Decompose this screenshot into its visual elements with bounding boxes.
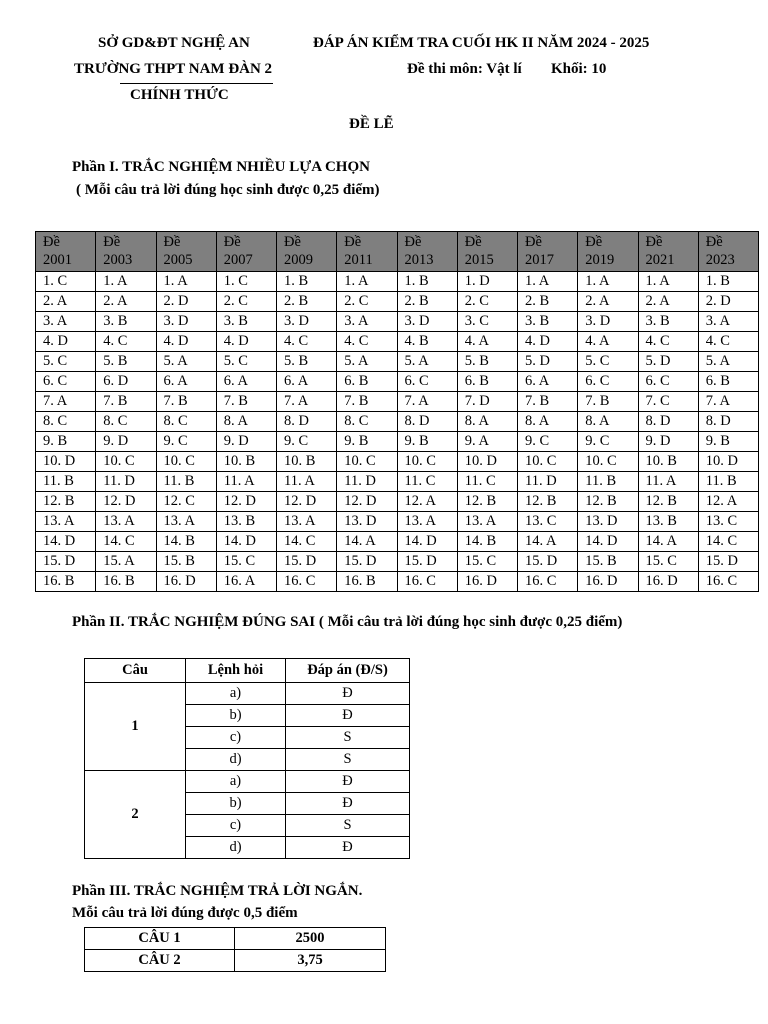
- col-header-code: 2019: [585, 252, 615, 268]
- answer-cell: 10. D: [698, 452, 758, 472]
- answer-cell: 13. A: [96, 512, 156, 532]
- answer-cell: 8. D: [277, 412, 337, 432]
- answer-cell: 1. C: [36, 272, 96, 292]
- table-row: [85, 683, 410, 705]
- true-false-answer: S: [286, 749, 410, 771]
- answer-cell: 2. A: [578, 292, 638, 312]
- question-number: 1: [85, 683, 186, 771]
- answer-cell: 3. B: [96, 312, 156, 332]
- col-header-2007: [216, 232, 276, 272]
- col-header-code: 2017: [525, 252, 554, 268]
- answer-cell: 12. A: [698, 492, 758, 512]
- answer-cell: 7. C: [638, 392, 698, 412]
- col-header-2015: [457, 232, 517, 272]
- answer-cell: 11. D: [96, 472, 156, 492]
- answer-cell: 2. A: [96, 292, 156, 312]
- col-header-de: Đề: [525, 234, 542, 250]
- answer-cell: 15. C: [457, 552, 517, 572]
- answer-cell: 12. D: [216, 492, 276, 512]
- col-header-cau: Câu: [85, 659, 186, 683]
- table-row: [36, 272, 759, 292]
- answer-cell: 11. D: [337, 472, 397, 492]
- answer-cell: 11. C: [457, 472, 517, 492]
- answer-cell: 3. B: [518, 312, 578, 332]
- answer-cell: 2. B: [518, 292, 578, 312]
- part2-title: Phần II. TRẮC NGHIỆM ĐÚNG SAI ( Mỗi câu trả lời đúng học sinh được 0,25 điểm): [72, 614, 623, 630]
- sub-question: c): [186, 727, 286, 749]
- answer-cell: 10. D: [36, 452, 96, 472]
- answer-cell: 6. B: [337, 372, 397, 392]
- answer-cell: 6. D: [96, 372, 156, 392]
- sub-question: a): [186, 683, 286, 705]
- table-row: [36, 332, 759, 352]
- answer-cell: 8. D: [638, 412, 698, 432]
- answer-cell: 1. D: [457, 272, 517, 292]
- answer-cell: 14. D: [216, 532, 276, 552]
- col-header-de: Đề: [43, 234, 60, 250]
- answer-cell: 12. B: [457, 492, 517, 512]
- answer-cell: 6. C: [397, 372, 457, 392]
- col-header-de: Đề: [223, 234, 241, 250]
- answer-cell: 10. C: [156, 452, 216, 472]
- answer-cell: 5. B: [277, 352, 337, 372]
- answer-cell: 5. A: [156, 352, 216, 372]
- answer-cell: 2. B: [397, 292, 457, 312]
- answer-cell: 7. B: [96, 392, 156, 412]
- answer-cell: 5. B: [457, 352, 517, 372]
- answer-cell: 13. A: [277, 512, 337, 532]
- table-row: [85, 928, 386, 950]
- answer-cell: 15. D: [36, 552, 96, 572]
- table-row: [36, 292, 759, 312]
- true-false-answer: Đ: [286, 705, 410, 727]
- answer-cell: 5. C: [578, 352, 638, 372]
- sub-question: b): [186, 705, 286, 727]
- sub-question: c): [186, 815, 286, 837]
- table-header-row: [85, 659, 410, 683]
- answer-cell: 8. A: [457, 412, 517, 432]
- answer-cell: 7. B: [216, 392, 276, 412]
- answer-cell: 7. D: [457, 392, 517, 412]
- sub-question: d): [186, 837, 286, 859]
- answer-cell: 9. B: [337, 432, 397, 452]
- answer-cell: 16. B: [96, 572, 156, 592]
- col-header-2001: [36, 232, 96, 272]
- answer-cell: 13. D: [337, 512, 397, 532]
- table-row: [36, 492, 759, 512]
- answer-cell: 10. D: [457, 452, 517, 472]
- answer-cell: 15. D: [277, 552, 337, 572]
- answer-cell: 5. A: [397, 352, 457, 372]
- grade-label: Khối: 10: [551, 61, 607, 77]
- table-row: [36, 452, 759, 472]
- answer-cell: 6. C: [638, 372, 698, 392]
- col-header-code: 2023: [705, 252, 735, 268]
- answer-cell: 7. A: [397, 392, 457, 412]
- answer-cell: 5. C: [36, 352, 96, 372]
- answer-cell: 1. A: [96, 272, 156, 292]
- answer-cell: 7. A: [277, 392, 337, 412]
- answer-cell: 4. D: [518, 332, 578, 352]
- part1-title: Phần I. TRẮC NGHIỆM NHIỀU LỰA CHỌN: [72, 159, 370, 175]
- answer-cell: 5. B: [96, 352, 156, 372]
- answer-cell: 8. D: [698, 412, 758, 432]
- answer-cell: 3. B: [216, 312, 276, 332]
- col-header-de: Đề: [103, 234, 121, 250]
- answer-cell: 1. A: [578, 272, 638, 292]
- col-header-2019: [578, 232, 638, 272]
- answer-cell: 16. D: [638, 572, 698, 592]
- true-false-answer-table: [84, 658, 410, 859]
- answer-cell: 4. A: [457, 332, 517, 352]
- answer-cell: 5. D: [518, 352, 578, 372]
- col-header-code: 2009: [284, 252, 313, 268]
- table-row: [85, 771, 410, 793]
- answer-cell: 4. D: [216, 332, 276, 352]
- col-header-code: 2003: [103, 252, 133, 268]
- official-label: CHÍNH THỨC: [130, 87, 229, 103]
- answer-cell: 3. D: [156, 312, 216, 332]
- answer-cell: 2. C: [457, 292, 517, 312]
- col-header-de: Đề: [585, 234, 603, 250]
- answer-cell: 1. C: [216, 272, 276, 292]
- col-header-2009: [277, 232, 337, 272]
- answer-cell: 9. D: [96, 432, 156, 452]
- answer-cell: 8. A: [518, 412, 578, 432]
- answer-cell: 10. C: [518, 452, 578, 472]
- answer-cell: 11. D: [518, 472, 578, 492]
- answer-cell: 12. B: [638, 492, 698, 512]
- header-divider: [120, 83, 273, 84]
- answer-cell: 3. A: [337, 312, 397, 332]
- answer-cell: 1. B: [698, 272, 758, 292]
- answer-cell: 4. C: [277, 332, 337, 352]
- answer-cell: 13. B: [638, 512, 698, 532]
- answer-cell: 16. C: [698, 572, 758, 592]
- answer-cell: 13. A: [397, 512, 457, 532]
- answer-cell: 2. C: [216, 292, 276, 312]
- answer-cell: 11. A: [216, 472, 276, 492]
- answer-cell: 14. D: [578, 532, 638, 552]
- answer-cell: 11. A: [277, 472, 337, 492]
- col-header-2011: [337, 232, 397, 272]
- answer-cell: 14. A: [337, 532, 397, 552]
- col-header-code: 2021: [645, 252, 675, 268]
- answer-cell: 13. C: [698, 512, 758, 532]
- part1-note: ( Mỗi câu trả lời đúng học sinh được 0,25 điểm): [76, 182, 380, 198]
- answer-cell: 12. B: [578, 492, 638, 512]
- table-row: [36, 472, 759, 492]
- answer-cell: 16. A: [216, 572, 276, 592]
- answer-cell: 3. D: [578, 312, 638, 332]
- answer-cell: 13. D: [578, 512, 638, 532]
- col-header-code: 2011: [344, 252, 373, 268]
- short-answer-value: 2500: [235, 928, 386, 950]
- col-header-code: 2015: [464, 252, 494, 268]
- answer-cell: 6. A: [277, 372, 337, 392]
- answer-cell: 9. D: [216, 432, 276, 452]
- answer-cell: 9. B: [698, 432, 758, 452]
- col-header-2003: [96, 232, 156, 272]
- answer-cell: 11. C: [397, 472, 457, 492]
- answer-cell: 15. D: [698, 552, 758, 572]
- answer-cell: 16. B: [337, 572, 397, 592]
- answer-cell: 14. A: [518, 532, 578, 552]
- table-row: [36, 372, 759, 392]
- col-header-de: Đề: [705, 234, 723, 250]
- answer-cell: 11. B: [698, 472, 758, 492]
- true-false-answer: Đ: [286, 771, 410, 793]
- answer-cell: 6. B: [698, 372, 758, 392]
- answer-cell: 14. D: [36, 532, 96, 552]
- col-header-code: 2001: [43, 252, 72, 268]
- answer-cell: 15. D: [518, 552, 578, 572]
- answer-cell: 6. C: [578, 372, 638, 392]
- answer-cell: 12. B: [36, 492, 96, 512]
- doc-title: ĐỀ LẼ: [349, 116, 394, 132]
- answer-cell: 7. A: [36, 392, 96, 412]
- answer-cell: 1. A: [337, 272, 397, 292]
- answer-cell: 5. A: [337, 352, 397, 372]
- answer-cell: 3. C: [457, 312, 517, 332]
- short-answer-table: [84, 927, 386, 972]
- answer-cell: 4. C: [96, 332, 156, 352]
- col-header-2005: [156, 232, 216, 272]
- answer-cell: 15. C: [216, 552, 276, 572]
- answer-key-title: ĐÁP ÁN KIỂM TRA CUỐI HK II NĂM 2024 - 2025: [313, 35, 650, 51]
- answer-cell: 5. D: [638, 352, 698, 372]
- true-false-answer: Đ: [286, 837, 410, 859]
- answer-cell: 7. B: [578, 392, 638, 412]
- answer-cell: 10. C: [337, 452, 397, 472]
- answer-cell: 6. A: [518, 372, 578, 392]
- answer-cell: 11. A: [638, 472, 698, 492]
- answer-cell: 14. B: [156, 532, 216, 552]
- answer-cell: 16. C: [277, 572, 337, 592]
- answer-cell: 14. A: [638, 532, 698, 552]
- answer-cell: 2. A: [36, 292, 96, 312]
- answer-cell: 12. A: [397, 492, 457, 512]
- answer-cell: 16. D: [156, 572, 216, 592]
- answer-cell: 13. A: [457, 512, 517, 532]
- answer-cell: 7. B: [518, 392, 578, 412]
- answer-cell: 10. B: [638, 452, 698, 472]
- sub-question: b): [186, 793, 286, 815]
- answer-cell: 9. D: [638, 432, 698, 452]
- answer-cell: 15. D: [337, 552, 397, 572]
- true-false-answer: S: [286, 727, 410, 749]
- short-answer-question: CÂU 2: [85, 950, 235, 972]
- true-false-answer: Đ: [286, 793, 410, 815]
- answer-cell: 16. C: [397, 572, 457, 592]
- answer-cell: 12. C: [156, 492, 216, 512]
- answer-cell: 7. B: [337, 392, 397, 412]
- answer-cell: 2. C: [337, 292, 397, 312]
- answer-cell: 12. D: [277, 492, 337, 512]
- answer-cell: 15. D: [397, 552, 457, 572]
- answer-cell: 9. C: [578, 432, 638, 452]
- answer-cell: 10. C: [397, 452, 457, 472]
- answer-cell: 14. C: [96, 532, 156, 552]
- answer-cell: 4. C: [638, 332, 698, 352]
- answer-cell: 7. B: [156, 392, 216, 412]
- col-header-code: 2007: [223, 252, 253, 268]
- answer-cell: 14. C: [698, 532, 758, 552]
- col-header-code: 2005: [163, 252, 193, 268]
- short-answer-question: CÂU 1: [85, 928, 235, 950]
- answer-cell: 5. C: [216, 352, 276, 372]
- col-header-lenh-hoi: Lệnh hỏi: [186, 659, 286, 683]
- part3-note: Mỗi câu trả lời đúng được 0,5 điểm: [72, 905, 298, 921]
- answer-cell: 15. A: [96, 552, 156, 572]
- answer-cell: 10. B: [216, 452, 276, 472]
- answer-cell: 10. B: [277, 452, 337, 472]
- table-row: [36, 532, 759, 552]
- answer-cell: 13. B: [216, 512, 276, 532]
- answer-cell: 1. B: [397, 272, 457, 292]
- answer-cell: 3. A: [698, 312, 758, 332]
- col-header-de: Đề: [163, 234, 181, 250]
- answer-cell: 5. A: [698, 352, 758, 372]
- true-false-answer: Đ: [286, 683, 410, 705]
- answer-cell: 12. D: [96, 492, 156, 512]
- col-header-de: Đề: [404, 234, 422, 250]
- answer-cell: 15. B: [578, 552, 638, 572]
- answer-cell: 16. B: [36, 572, 96, 592]
- answer-cell: 1. A: [156, 272, 216, 292]
- answer-cell: 1. B: [277, 272, 337, 292]
- subject-label: Đề thi môn: Vật lí: [407, 61, 522, 77]
- answer-cell: 13. A: [36, 512, 96, 532]
- answer-cell: 4. C: [337, 332, 397, 352]
- department-name: SỞ GD&ĐT NGHỆ AN: [98, 35, 250, 51]
- answer-cell: 11. B: [36, 472, 96, 492]
- answer-cell: 6. B: [457, 372, 517, 392]
- answer-cell: 6. A: [156, 372, 216, 392]
- answer-cell: 12. D: [337, 492, 397, 512]
- col-header-de: Đề: [284, 234, 301, 250]
- answer-cell: 8. C: [36, 412, 96, 432]
- answer-cell: 8. C: [156, 412, 216, 432]
- table-row: [36, 392, 759, 412]
- sub-question: a): [186, 771, 286, 793]
- question-number: 2: [85, 771, 186, 859]
- answer-cell: 6. C: [36, 372, 96, 392]
- answer-cell: 10. C: [578, 452, 638, 472]
- answer-cell: 4. D: [156, 332, 216, 352]
- answer-cell: 9. B: [36, 432, 96, 452]
- answer-cell: 9. C: [518, 432, 578, 452]
- answer-cell: 14. C: [277, 532, 337, 552]
- col-header-2017: [518, 232, 578, 272]
- answer-cell: 16. D: [457, 572, 517, 592]
- answer-cell: 14. B: [457, 532, 517, 552]
- answer-cell: 8. C: [337, 412, 397, 432]
- table-row: [36, 552, 759, 572]
- answer-cell: 8. A: [578, 412, 638, 432]
- answer-cell: 6. A: [216, 372, 276, 392]
- answer-cell: 8. D: [397, 412, 457, 432]
- col-header-dap-an: Đáp án (Đ/S): [286, 659, 410, 683]
- answer-cell: 9. B: [397, 432, 457, 452]
- answer-cell: 3. D: [277, 312, 337, 332]
- col-header-2021: [638, 232, 698, 272]
- sub-question: d): [186, 749, 286, 771]
- col-header-de: Đề: [344, 234, 362, 250]
- answer-cell: 9. C: [277, 432, 337, 452]
- answer-cell: 2. A: [638, 292, 698, 312]
- answer-cell: 4. C: [698, 332, 758, 352]
- answer-cell: 7. A: [698, 392, 758, 412]
- answer-cell: 11. B: [578, 472, 638, 492]
- answer-cell: 8. C: [96, 412, 156, 432]
- part3-title: Phần III. TRẮC NGHIỆM TRẢ LỜI NGẮN.: [72, 883, 363, 899]
- table-header-row: [36, 232, 759, 272]
- col-header-code: 2013: [404, 252, 434, 268]
- answer-cell: 8. A: [216, 412, 276, 432]
- col-header-2023: [698, 232, 758, 272]
- answer-cell: 9. C: [156, 432, 216, 452]
- col-header-de: Đề: [645, 234, 663, 250]
- table-row: [36, 312, 759, 332]
- table-row: [36, 572, 759, 592]
- answer-cell: 14. D: [397, 532, 457, 552]
- answer-cell: 3. D: [397, 312, 457, 332]
- answer-cell: 13. C: [518, 512, 578, 532]
- answer-cell: 16. D: [578, 572, 638, 592]
- answer-cell: 3. B: [638, 312, 698, 332]
- answer-cell: 11. B: [156, 472, 216, 492]
- multiple-choice-answer-table: [35, 231, 759, 592]
- col-header-de: Đề: [464, 234, 482, 250]
- table-row: [85, 950, 386, 972]
- answer-cell: 4. D: [36, 332, 96, 352]
- table-row: [36, 512, 759, 532]
- col-header-2013: [397, 232, 457, 272]
- table-row: [36, 432, 759, 452]
- answer-cell: 15. C: [638, 552, 698, 572]
- answer-cell: 1. A: [518, 272, 578, 292]
- answer-cell: 2. D: [156, 292, 216, 312]
- answer-cell: 3. A: [36, 312, 96, 332]
- answer-cell: 16. C: [518, 572, 578, 592]
- answer-cell: 13. A: [156, 512, 216, 532]
- answer-cell: 4. A: [578, 332, 638, 352]
- table-row: [36, 412, 759, 432]
- answer-cell: 1. A: [638, 272, 698, 292]
- true-false-answer: S: [286, 815, 410, 837]
- answer-cell: 10. C: [96, 452, 156, 472]
- answer-cell: 4. B: [397, 332, 457, 352]
- answer-cell: 2. B: [277, 292, 337, 312]
- answer-cell: 2. D: [698, 292, 758, 312]
- answer-cell: 9. A: [457, 432, 517, 452]
- table-row: [36, 352, 759, 372]
- school-name: TRƯỜNG THPT NAM ĐÀN 2: [74, 61, 273, 77]
- short-answer-value: 3,75: [235, 950, 386, 972]
- answer-cell: 12. B: [518, 492, 578, 512]
- answer-cell: 15. B: [156, 552, 216, 572]
